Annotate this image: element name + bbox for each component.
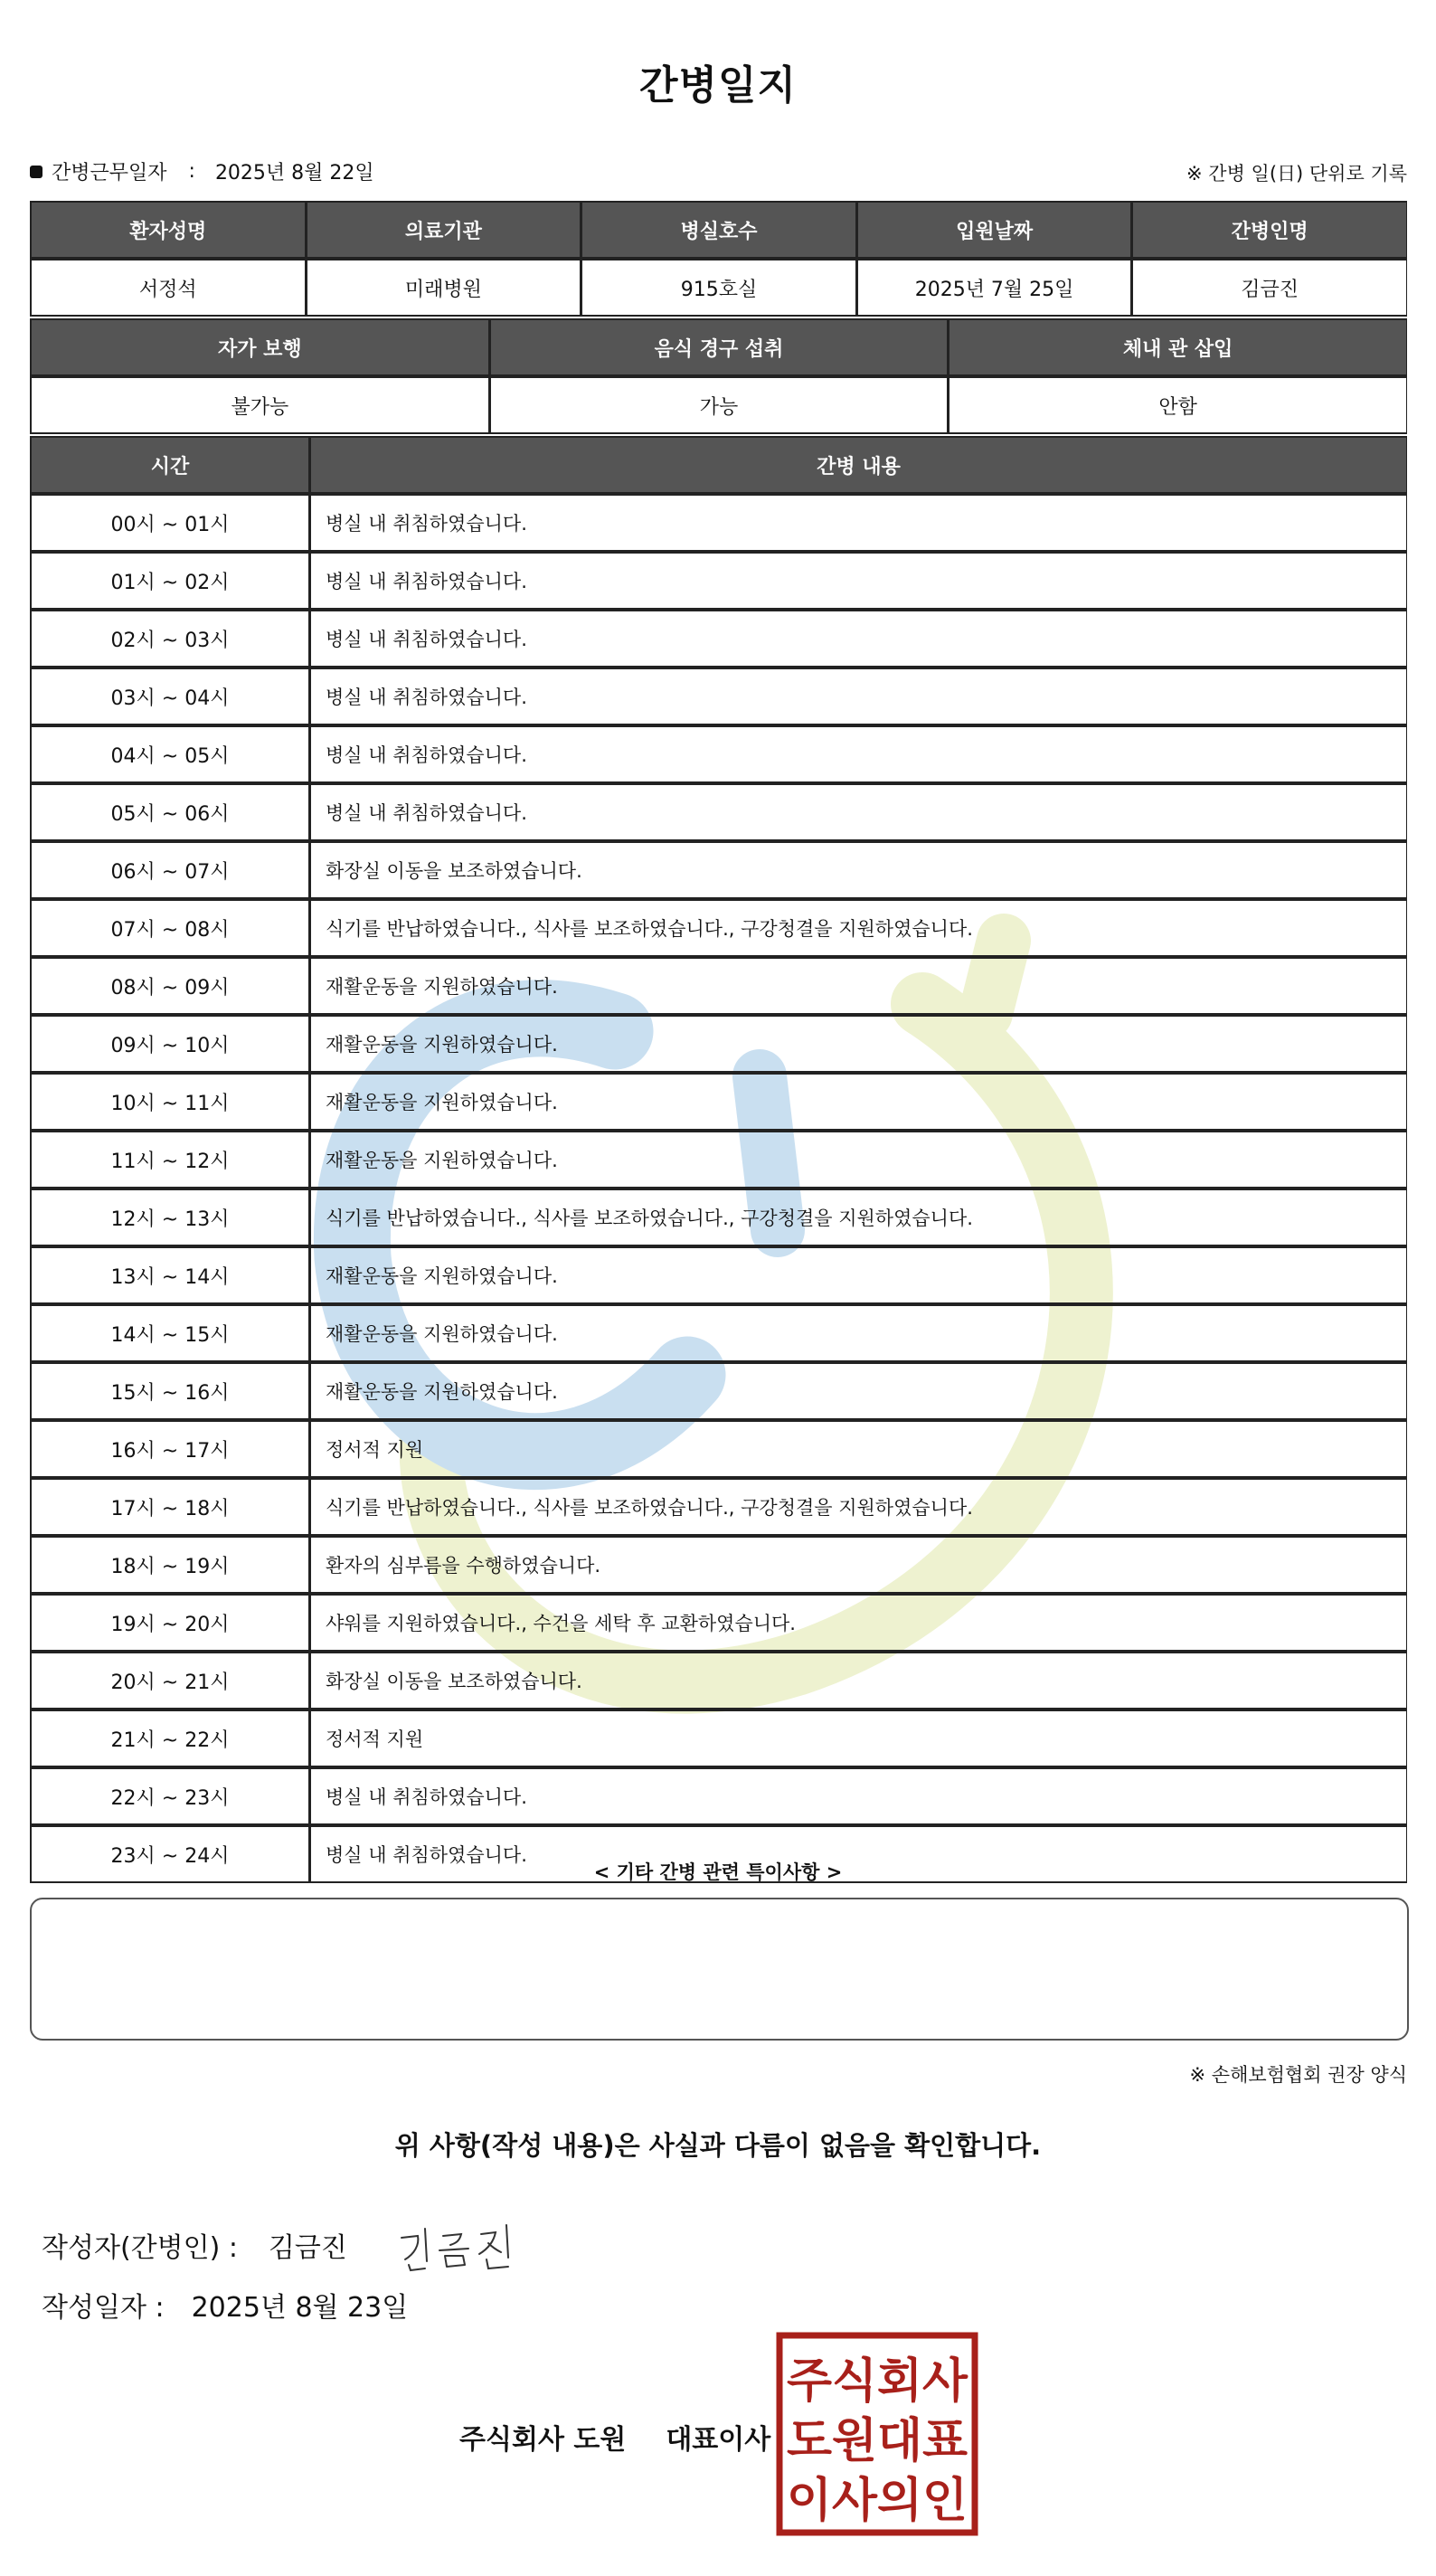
confirmation-statement: 위 사항(작성 내용)은 사실과 다름이 없음을 확인합니다. <box>394 2130 1042 2161</box>
schedule-content-cell: 샤워를 지원하였습니다., 수건을 세탁 후 교환하였습니다. <box>309 1594 1407 1652</box>
schedule-row <box>30 783 1407 841</box>
schedule-time-cell: 14시 ~ 15시 <box>30 1304 309 1362</box>
schedule-time-cell: 03시 ~ 04시 <box>30 668 309 725</box>
patient-status-value-row <box>30 376 1407 434</box>
header-care-content: 간병 내용 <box>309 436 1407 494</box>
bullet-square-icon <box>30 166 43 178</box>
care-schedule-table <box>30 436 1407 1883</box>
schedule-time-cell: 10시 ~ 11시 <box>30 1073 309 1131</box>
schedule-row <box>30 1478 1407 1536</box>
schedule-row <box>30 494 1407 552</box>
company-seal-stamp <box>776 2332 978 2536</box>
writer-row <box>42 2218 528 2272</box>
schedule-row <box>30 1246 1407 1304</box>
header-room-number: 병실호수 <box>581 201 856 259</box>
schedule-row <box>30 1767 1407 1825</box>
value-self-walking: 불가능 <box>30 376 489 434</box>
schedule-time-cell: 21시 ~ 22시 <box>30 1709 309 1767</box>
schedule-content-cell: 식기를 반납하였습니다., 식사를 보조하였습니다., 구강청결을 지원하였습니다. <box>309 899 1407 957</box>
schedule-row <box>30 1709 1407 1767</box>
handwritten-signature <box>392 2218 528 2272</box>
schedule-time-cell: 02시 ~ 03시 <box>30 610 309 668</box>
write-date-label: 작성일자 : <box>42 2292 165 2324</box>
schedule-row <box>30 1189 1407 1246</box>
header-caregiver-name: 간병인명 <box>1131 201 1407 259</box>
schedule-row <box>30 957 1407 1015</box>
schedule-content-cell: 식기를 반납하였습니다., 식사를 보조하였습니다., 구강청결을 지원하였습니다. <box>309 1189 1407 1246</box>
schedule-time-cell: 23시 ~ 24시 <box>30 1825 309 1883</box>
schedule-content-cell: 재활운동을 지원하였습니다. <box>309 1246 1407 1304</box>
schedule-row <box>30 1304 1407 1362</box>
schedule-row <box>30 1536 1407 1594</box>
header-oral-intake: 음식 경구 섭취 <box>489 318 949 376</box>
schedule-time-cell: 01시 ~ 02시 <box>30 552 309 610</box>
patient-info-value-row <box>30 259 1407 317</box>
schedule-content-cell: 정서적 지원 <box>309 1420 1407 1478</box>
remarks-title: < 기타 간병 관련 특이사항 > <box>593 1861 843 1883</box>
stamp-text-line: 이사의인 <box>787 2474 968 2528</box>
schedule-time-cell: 00시 ~ 01시 <box>30 494 309 552</box>
header-tube-insertion: 체내 관 삽입 <box>948 318 1407 376</box>
schedule-content-cell: 재활운동을 지원하였습니다. <box>309 1015 1407 1073</box>
schedule-row <box>30 1131 1407 1189</box>
schedule-row <box>30 668 1407 725</box>
patient-status-header-row <box>30 318 1407 376</box>
value-caregiver-name: 김금진 <box>1131 259 1407 317</box>
schedule-content-cell: 병실 내 취침하였습니다. <box>309 1825 1407 1883</box>
schedule-row <box>30 1015 1407 1073</box>
stamp-text-line: 도원대표 <box>787 2414 968 2468</box>
schedule-row <box>30 1073 1407 1131</box>
schedule-time-cell: 08시 ~ 09시 <box>30 957 309 1015</box>
work-date-colon: : <box>188 160 195 183</box>
work-date-row <box>30 157 374 185</box>
schedule-time-cell: 09시 ~ 10시 <box>30 1015 309 1073</box>
write-date-value: 2025년 8월 23일 <box>191 2292 409 2324</box>
schedule-time-cell: 19시 ~ 20시 <box>30 1594 309 1652</box>
schedule-row <box>30 1420 1407 1478</box>
writer-label: 작성자(간병인) : <box>42 2232 238 2264</box>
schedule-row <box>30 1362 1407 1420</box>
schedule-content-cell: 병실 내 취침하였습니다. <box>309 1767 1407 1825</box>
schedule-time-cell: 18시 ~ 19시 <box>30 1536 309 1594</box>
schedule-content-cell: 재활운동을 지원하였습니다. <box>309 1362 1407 1420</box>
schedule-content-cell: 식기를 반납하였습니다., 식사를 보조하였습니다., 구강청결을 지원하였습니다. <box>309 1478 1407 1536</box>
schedule-content-cell: 재활운동을 지원하였습니다. <box>309 957 1407 1015</box>
stamp-text-line: 주식회사 <box>787 2354 968 2409</box>
schedule-content-cell: 병실 내 취침하였습니다. <box>309 494 1407 552</box>
value-hospital: 미래병원 <box>306 259 581 317</box>
patient-status-table <box>30 318 1407 434</box>
schedule-time-cell: 11시 ~ 12시 <box>30 1131 309 1189</box>
patient-info-table <box>30 201 1407 317</box>
company-representative: 대표이사 <box>666 2424 771 2456</box>
schedule-content-cell: 재활운동을 지원하였습니다. <box>309 1073 1407 1131</box>
header-self-walking: 자가 보행 <box>30 318 489 376</box>
schedule-row <box>30 899 1407 957</box>
schedule-content-cell: 재활운동을 지원하였습니다. <box>309 1131 1407 1189</box>
schedule-row <box>30 1652 1407 1709</box>
schedule-time-cell: 22시 ~ 23시 <box>30 1767 309 1825</box>
schedule-row <box>30 1594 1407 1652</box>
record-unit-note: ※ 간병 일(日) 단위로 기록 <box>1186 163 1407 185</box>
schedule-time-cell: 05시 ~ 06시 <box>30 783 309 841</box>
value-admission-date: 2025년 7월 25일 <box>856 259 1132 317</box>
schedule-content-cell: 화장실 이동을 보조하였습니다. <box>309 841 1407 899</box>
schedule-time-cell: 20시 ~ 21시 <box>30 1652 309 1709</box>
schedule-time-cell: 12시 ~ 13시 <box>30 1189 309 1246</box>
page-title: 간병일지 <box>638 62 797 109</box>
patient-info-header-row <box>30 201 1407 259</box>
schedule-content-cell: 정서적 지원 <box>309 1709 1407 1767</box>
schedule-content-cell: 병실 내 취침하였습니다. <box>309 610 1407 668</box>
work-date-label: 간병근무일자 <box>52 162 167 185</box>
schedule-time-cell: 07시 ~ 08시 <box>30 899 309 957</box>
company-name: 주식회사 도원 <box>459 2424 627 2456</box>
schedule-content-cell: 재활운동을 지원하였습니다. <box>309 1304 1407 1362</box>
writer-name: 김금진 <box>268 2232 347 2264</box>
value-patient-name: 서정석 <box>30 259 306 317</box>
schedule-content-cell: 병실 내 취침하였습니다. <box>309 668 1407 725</box>
value-room-number: 915호실 <box>581 259 856 317</box>
header-time: 시간 <box>30 436 309 494</box>
header-hospital: 의료기관 <box>306 201 581 259</box>
schedule-time-cell: 04시 ~ 05시 <box>30 725 309 783</box>
schedule-time-cell: 16시 ~ 17시 <box>30 1420 309 1478</box>
recommendation-note: ※ 손해보험협회 권장 양식 <box>1189 2064 1407 2086</box>
value-tube-insertion: 안함 <box>948 376 1407 434</box>
header-admission-date: 입원날짜 <box>856 201 1132 259</box>
write-date-row <box>42 2285 408 2325</box>
schedule-row <box>30 841 1407 899</box>
schedule-time-cell: 13시 ~ 14시 <box>30 1246 309 1304</box>
schedule-content-cell: 환자의 심부름을 수행하였습니다. <box>309 1536 1407 1594</box>
schedule-time-cell: 17시 ~ 18시 <box>30 1478 309 1536</box>
value-oral-intake: 가능 <box>489 376 949 434</box>
schedule-time-cell: 06시 ~ 07시 <box>30 841 309 899</box>
schedule-content-cell: 병실 내 취침하였습니다. <box>309 552 1407 610</box>
schedule-row <box>30 610 1407 668</box>
schedule-row <box>30 725 1407 783</box>
schedule-content-cell: 화장실 이동을 보조하였습니다. <box>309 1652 1407 1709</box>
remarks-box <box>30 1898 1409 2041</box>
work-date-value: 2025년 8월 22일 <box>214 162 374 185</box>
company-row <box>459 2417 770 2457</box>
header-patient-name: 환자성명 <box>30 201 306 259</box>
schedule-row <box>30 552 1407 610</box>
schedule-content-cell: 병실 내 취침하였습니다. <box>309 783 1407 841</box>
schedule-time-cell: 15시 ~ 16시 <box>30 1362 309 1420</box>
schedule-content-cell: 병실 내 취침하였습니다. <box>309 725 1407 783</box>
schedule-header-row <box>30 436 1407 494</box>
